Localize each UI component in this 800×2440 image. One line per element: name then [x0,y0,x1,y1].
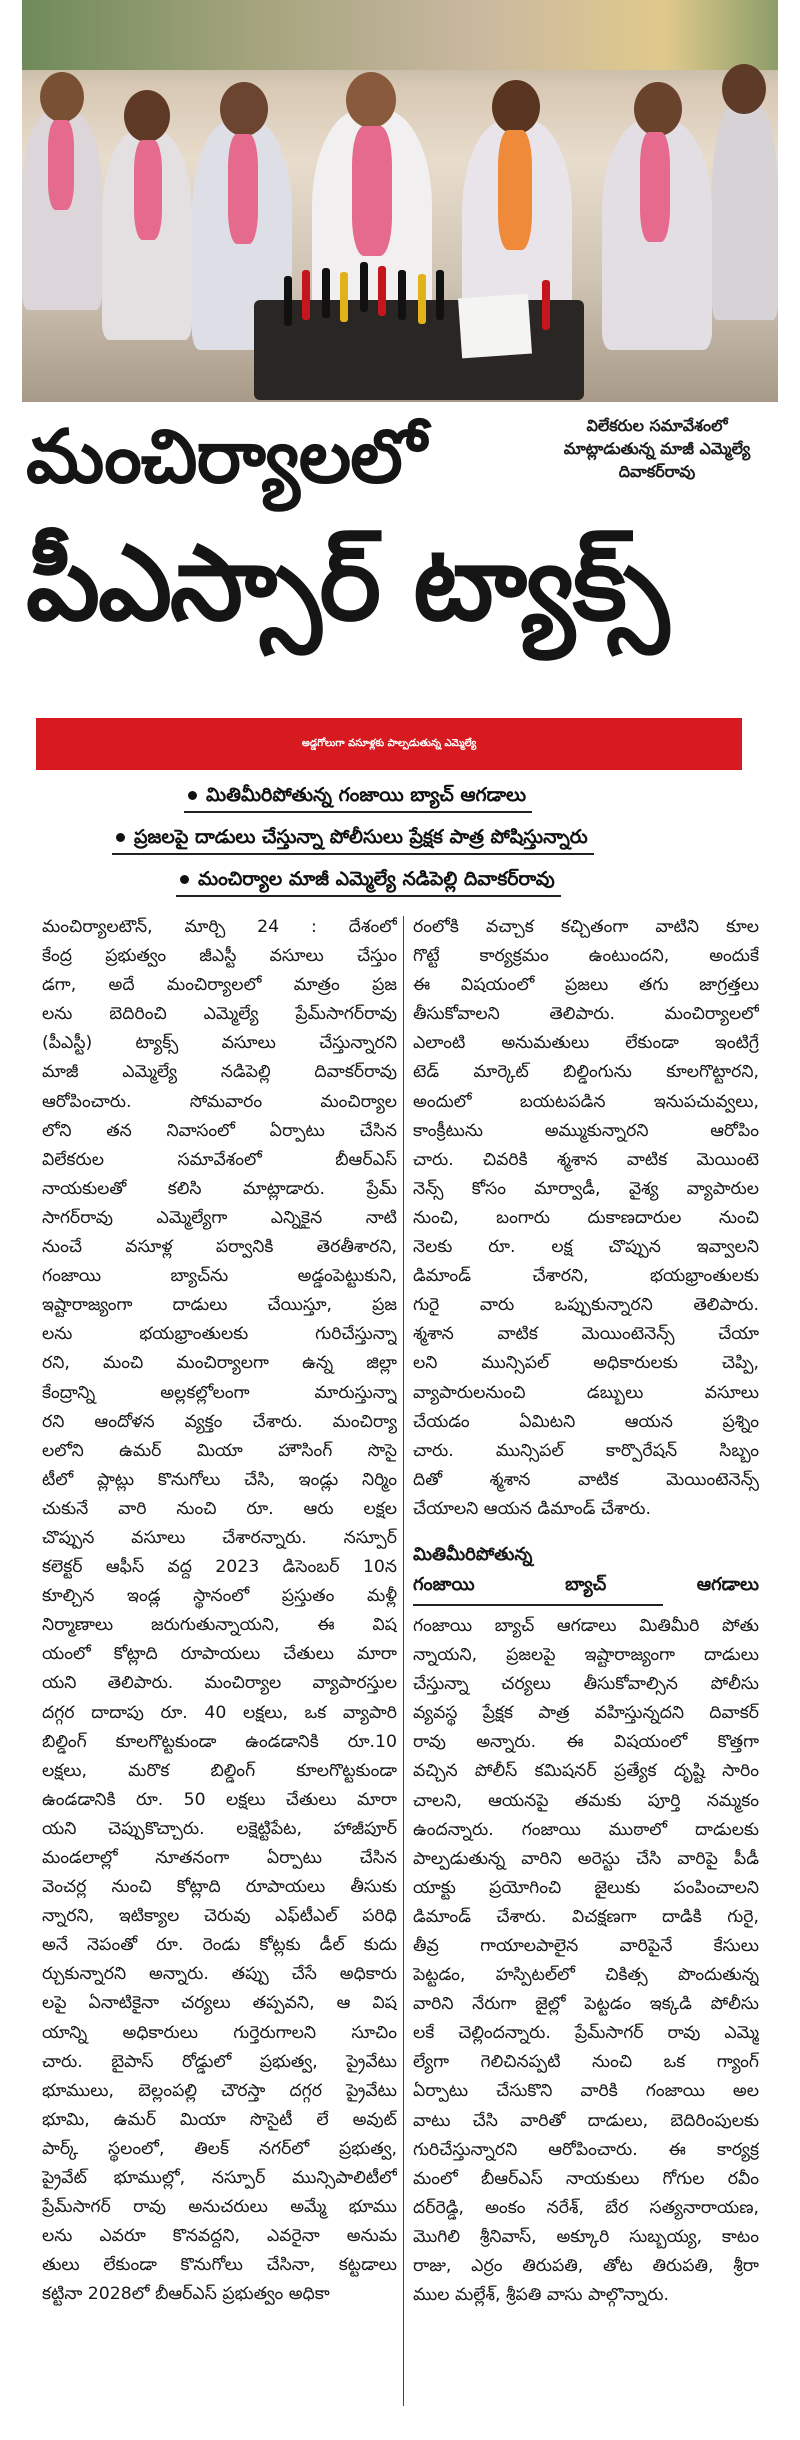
article-line: విలేకరుల సమావేశంలో బీఆర్‌ఎస్ [42,1149,397,1170]
article-line: వచ్చిన పోలీస్ కమిషనర్ ప్రత్యేక దృష్టి సారిం [413,1761,759,1782]
article-column-right [413,913,759,2310]
article-line: రాజు, ఎర్రం తిరుపతి, తోట తిరుపతి, శ్రీరా [413,2256,759,2277]
article-line: నెలకు రూ. లక్ష చొప్పున ఇవ్వాలని [413,1237,759,1258]
article-line: నిర్మాణాలు జరుగుతున్నాయని, ఈ విష [42,1615,397,1636]
article-line: రని ఆందోళన వ్యక్తం చేశారు. మంచిర్యా [42,1411,397,1432]
article-line: గంజాయి బ్యాచ్‌ను అడ్డంపెట్టుకుని, [42,1266,397,1287]
article-line: లపై ఏనాటికైనా చర్యలు తప్పవని, ఆ విష [42,1993,397,2014]
article-line: ఏర్పాటు చేసుకొని వారికి గంజాయి అల [413,2081,759,2102]
article-line: యని చెప్పుకొచ్చారు. లక్షెట్టిపేట, హాజీపూర్ [42,1818,397,1839]
article-line: చేయాలని ఆయన డిమాండ్ చేశారు. [413,1498,651,1519]
bullet-icon [180,875,189,884]
article-line: యంలో కోట్లాది రూపాయలు చేతులు మారా [42,1644,397,1665]
article-line: మొగిలి శ్రీనివాస్, అక్కూరి సుబ్బయ్య, కాటం [413,2226,759,2247]
article-line: యని తెలిపారు. మంచిర్యాల వ్యాపారస్తుల [42,1673,397,1694]
article-line: లక్షలు, మరొక బిల్డింగ్ కూలగొట్టకుండా [42,1760,397,1781]
article-line: చుకునే వారి నుంచి రూ. ఆరు లక్షల [42,1498,397,1519]
article-line: ప్రేమ్‌సాగర్ రావు అనుచరులు అమ్మే భూము [42,2197,397,2218]
bullet-icon [188,791,197,800]
press-meet-photo [22,0,778,402]
article-line: వెంచర్ల నుంచి కోట్లాది రూపాయలు తీసుకు [42,1877,397,1898]
bullet-item: మితిమీరిపోతున్న గంజాయి బ్యాచ్ ఆగడాలు [184,782,532,813]
article-line: ముల మల్లేశ్, శ్రీపతి వాసు పాల్గొన్నారు. [413,2285,669,2306]
article-line: మండలాల్లో నూతనంగా ఏర్పాటు చేసిన [42,1848,397,1868]
article-line: బిల్డింగ్ కూలగొట్టకుండా ఉండడానికి రూ.10 [42,1731,397,1752]
article-line: చారు. చివరికి శ్మశాన వాటిక మెయింటె [413,1149,759,1170]
article-column-left [42,913,397,2310]
article-line: దగ్గర దాదాపు రూ. 40 లక్షలు, ఒక వ్యాపారి [42,1702,397,1723]
article-line: ర్చుకున్నారని అన్నారు. తప్పు చేసే అధికారు [42,1964,397,1985]
subheading-underline [413,1604,663,1606]
article-line: యాన్ని అధికారులు గుర్తెరుగాలని సూచిం [42,2022,397,2043]
article-line: రంలోకి వచ్చాక కచ్చితంగా వాటిని కూల [413,917,759,937]
article-line: వ్యాపారులనుంచి డబ్బులు వసూలు [413,1382,759,1403]
article-line: చాలని, ఆయనపై తమకు పూర్తి నమ్మకం [413,1790,759,1811]
article-line: నెన్స్ కోసం మార్వాడీ, వైశ్య వ్యాపారుల [413,1178,759,1199]
article-line: రని, మంచి మంచిర్యాలగా ఉన్న జిల్లా [42,1353,397,1374]
article-line: ప్రైవేట్ భూముల్లో, నస్పూర్ మున్సిపాలిటీలో [42,2168,397,2189]
article-line: కట్టినా 2028లో బీఆర్‌ఎస్ ప్రభుత్వం అధికా [42,2284,330,2305]
article-line: తులు లేకుండా కొనుగోలు చేసినా, కట్టడాలు [42,2255,397,2276]
article-line: సాగర్‌రావు ఎమ్మెల్యేగా ఎన్నికైన నాటి [42,1207,397,1228]
article-line: చారు. బైపాస్ రోడ్డులో ప్రభుత్వ, ప్రైవేటు [42,2051,397,2072]
article-line: ఆరోపించారు. సోమవారం మంచిర్యాల [42,1091,397,1112]
article-line: లలోని ఉమర్ మియా హౌసింగ్ సొసై [42,1440,397,1461]
article-line: లను ఎవరూ కొనవద్దని, ఎవరైనా అనుమ [42,2226,397,2247]
subheading-line: మితిమీరిపోతున్న [413,1543,533,1565]
article-line: నుంచే వసూళ్ల పర్వానికి తెరతీశారని, [42,1237,397,1258]
column-divider [403,916,404,2406]
photo-caption [532,414,782,483]
article-line: మంలో బీఆర్‌ఎస్ నాయకులు గోగుల రవీం [413,2168,759,2189]
subheading-line: గంజాయి బ్యాచ్ ఆగడాలు [413,1573,759,1595]
article-line: నాయకులతో కలిసి మాట్లాడారు. ప్రేమ్ [42,1178,397,1199]
article-line: గంజాయి బ్యాచ్ ఆగడాలు మితిమీరి పోతు [413,1615,759,1636]
article-line: ఉండడానికి రూ. 50 లక్షలు చేతులు మారా [42,1789,397,1810]
article-line: అందులో బయటపడిన ఇనుపచువ్వలు, [413,1091,759,1112]
bullet-item: ప్రజలపై దాడులు చేస్తున్నా పోలీసులు ప్రేక్షక పాత్ర పోషిస్తున్నారు [112,824,594,855]
article-line: టీలో ప్లాట్లు కొనుగోలు చేసి, ఇండ్లు నిర్మిం [42,1469,397,1490]
article-line: ఉందన్నారు. గంజాయి ముఠాలో దాడులకు [413,1819,759,1840]
article-line: తీవ్ర గాయాలపాలైన వారిపైనే కేసులు [413,1936,759,1956]
article-line: పార్క్ స్థలంలో, తిలక్ నగర్‌లో ప్రభుత్వ, [42,2138,397,2159]
caption-line: విలేకరుల సమావేశంలో [586,416,728,435]
article-line: మాజీ ఎమ్మెల్యే నడిపెల్లి దివాకర్‌రావు [42,1062,397,1083]
article-line: ఇష్టారాజ్యంగా దాడులు చేయిస్తూ, ప్రజ [42,1295,397,1316]
article-line: చారు. మున్సిపల్ కార్పొరేషన్ సిబ్బం [413,1440,759,1461]
article-line: వారిని నేరుగా జైల్లో పెట్టడం ఇక్కడి పోలీసు [413,1994,759,2015]
article-line: గొట్టే కార్యక్రమం ఉంటుందని, అందుకే [413,946,759,967]
article-line: పాల్పడుతున్న వారిని అరెస్టు చేసి వారిపై పీడీ [413,1848,759,1869]
article-line: న్నారని, ఇటిక్యాల చెరువు ఎఫ్‌టీఎల్ పరిధి [42,1906,397,1927]
article-line: గురిచేస్తున్నారని ఆరోపించారు. ఈ కార్యక్ర [413,2139,759,2160]
article-line: టెడ్ మార్కెట్ బిల్డింగును కూలగొట్టారని, [413,1062,759,1083]
article-line: కూల్చిన ఇండ్ల స్థానంలో ప్రస్తుతం మళ్లీ [42,1586,397,1607]
article-line: దితో శ్మశాన వాటిక మెయింటెనెన్స్ [413,1469,759,1490]
article-line: కేంద్రాన్ని అల్లకల్లోలంగా మారుస్తున్నా [42,1382,397,1403]
bullet-icon [116,833,125,842]
caption-line: మాట్లాడుతున్న మాజీ ఎమ్మెల్యే [563,439,751,458]
article-line: డగా, అదే మంచిర్యాలలో మాత్రం ప్రజ [42,975,397,996]
article-line: మంచిర్యాలటౌన్, మార్చి 24 : దేశంలో [42,917,397,937]
article-line: యాక్టు ప్రయోగించి జైలుకు పంపించాలని [413,1877,759,1898]
article-line: తీసుకోవాలని తెలిపారు. మంచిర్యాలలో [413,1004,759,1025]
article-line: రావు అన్నారు. ఈ విషయంలో కొత్తగా [413,1732,759,1753]
article-line: అనే నెపంతో రూ. రెండు కోట్లకు డీల్ కుదు [42,1935,397,1956]
article-line: వ్యవస్థ ప్రేక్షక పాత్ర వహిస్తున్నదని దివాకర్ [413,1703,759,1724]
article-line: శ్మశాన వాటిక మెయింటెనెన్స్ చేయా [413,1324,759,1345]
article-line: కేంద్ర ప్రభుత్వం జీఎస్టీ వసూలు చేస్తుం [42,946,397,967]
article-line: లోని తన నివాసంలో ఏర్పాటు చేసిన [42,1120,397,1141]
article-line: డిమాండ్ చేశారు. విచక్షణగా దాడికి గురై, [413,1906,759,1927]
article-line: లను బెదిరించి ఎమ్మెల్యే ప్రేమ్‌సాగర్‌రావు [42,1004,397,1025]
article-line: ల్యేగా గెలిచినప్పటి నుంచి ఒక గ్యాంగ్ [413,2052,759,2073]
article-line: చొప్పున వసూలు చేశారన్నారు. నస్పూర్ [42,1527,397,1548]
red-banner: అడ్డగోలుగా వసూళ్లకు పాల్పడుతున్న ఎమ్మెల్యే [36,718,742,770]
article-line: లను భయభ్రాంతులకు గురిచేస్తున్నా [42,1324,397,1345]
article-line: లని మున్సిపల్ అధికారులకు చెప్పి, [413,1353,759,1374]
article-line: (పీఎస్టీ) ట్యాక్స్ వసూలు చేస్తున్నారని [42,1033,397,1054]
headline-line-1: మంచిర్యాలలో [26,414,426,500]
article-line: చేస్తున్నా చర్యలు తీసుకోవాల్సిన పోలీసు [413,1674,759,1695]
article-line: వాటు చేసి వారితో దాడులు, బెదిరింపులకు [413,2110,759,2131]
subheading [413,1540,759,1606]
article-line: గురై వారు ఒప్పుకున్నారని తెలిపారు. [413,1295,759,1316]
article-line: ఈ విషయంలో ప్రజలు తగు జాగ్రత్తలు [413,975,759,996]
article-line: కాంక్రీటును అమ్ముకున్నారని ఆరోపిం [413,1120,759,1141]
article-line: భూములు, బెల్లంపల్లి చౌరస్తా దగ్గర ప్రైవేటు [42,2080,397,2101]
headline-line-2: పీఎస్సార్ ట్యాక్స్ [26,522,668,644]
article-line: పెట్టడం, హస్పిటల్‌లో చికిత్స పొందుతున్న [413,1965,759,1986]
article-line: న్నాయని, ప్రజలపై ఇష్టారాజ్యంగా దాడులు [413,1645,759,1666]
caption-line: దివాకర్‌రావు [618,462,696,481]
article-line: నుంచి, బంగారు దుకాణదారుల నుంచి [413,1207,759,1228]
article-line: కలెక్టర్ ఆఫీస్ వద్ద 2023 డిసెంబర్ 10న [42,1557,397,1578]
article-line: లకే చెల్లిందన్నారు. ప్రేమ్‌సాగర్ రావు ఎమ్మె [413,2023,759,2044]
article-line: ఎలాంటి అనుమతులు లేకుండా ఇంటిగ్రే [413,1033,759,1054]
article-line: డిమాండ్ చేశారని, భయభ్రాంతులకు [413,1266,759,1287]
bullet-item: మంచిర్యాల మాజీ ఎమ్మెల్యే నడిపెల్లి దివాకర్‌రావు [176,866,561,897]
article-line: భూమి, ఉమర్ మియా సొసైటీ లే అవుట్ [42,2109,397,2130]
article-line: దర్‌రెడ్డి, అంకం నరేశ్, బేర సత్యనారాయణ, [413,2197,759,2218]
article-line: చేయడం ఏమిటని ఆయన ప్రశ్నిం [413,1411,759,1432]
